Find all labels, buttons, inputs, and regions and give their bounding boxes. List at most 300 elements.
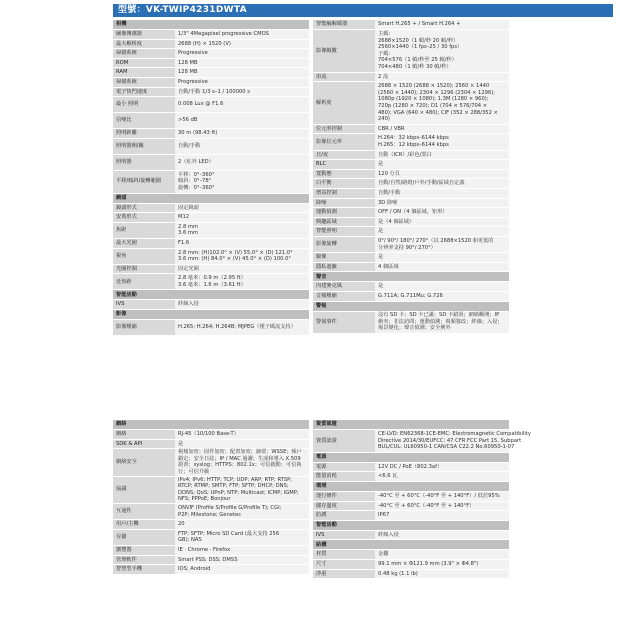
spec-value-line: 固定鏡頭 — [178, 204, 199, 211]
spec-key: RAM — [113, 68, 175, 78]
spec-value — [175, 154, 309, 170]
spec-value — [175, 439, 309, 449]
spec-value — [375, 82, 509, 125]
spec-row — [113, 129, 309, 139]
spec-row — [113, 49, 309, 59]
spec-row — [313, 291, 509, 301]
spec-value — [175, 476, 309, 503]
spec-value-line: 平移：0°–360° — [178, 171, 215, 178]
spec-value-line: 3.6 毫米：1.6 m（3.61 ft） — [178, 281, 246, 288]
spec-key: 興趣區域 — [313, 217, 375, 227]
spec-value-line: 自動/手動 — [378, 190, 401, 197]
spec-row — [313, 430, 509, 453]
spec-key: 影像位元率 — [313, 134, 375, 150]
spec-value-line: G.711A; G.711Mu; G.726 — [378, 292, 443, 299]
spec-key: 網絡安全 — [113, 449, 175, 476]
spec-key: 音頻壓縮 — [313, 291, 375, 301]
section-title: 網絡 — [113, 420, 309, 430]
spec-row — [113, 30, 309, 40]
spec-key: 資質認證 — [313, 430, 375, 453]
spec-row — [113, 238, 309, 248]
spec-value-line: P2P; Milestone; Genetec — [178, 511, 242, 518]
spec-row — [313, 217, 509, 227]
spec-row — [113, 264, 309, 274]
spec-key: 最大解析度 — [113, 39, 175, 49]
spec-row — [313, 179, 509, 189]
spec-key: 鏡頭形式 — [113, 203, 175, 213]
spec-table-network — [113, 420, 309, 575]
spec-value-line: 128 MB — [178, 69, 198, 76]
spec-value — [175, 30, 309, 40]
spec-value — [375, 150, 509, 160]
spec-row — [313, 472, 509, 482]
spec-key: 照明器 — [113, 154, 175, 170]
spec-value — [375, 501, 509, 511]
spec-row — [113, 430, 309, 440]
spec-key: 白平衡 — [313, 179, 375, 189]
spec-table-certification — [313, 420, 531, 579]
spec-value-line: 自動/手動 1/3 s–1 / 100000 s — [178, 88, 250, 95]
spec-key: 瀏覽器 — [113, 545, 175, 555]
spec-value — [175, 520, 309, 530]
spec-value — [175, 138, 309, 154]
spec-value — [375, 198, 509, 208]
spec-key: 互通性 — [113, 503, 175, 519]
spec-value-line: 2560×1440（1 fps–25 / 30 fps） — [378, 44, 463, 51]
spec-value-line: F1.6 — [178, 239, 190, 246]
spec-value — [375, 550, 509, 560]
spec-row — [113, 274, 309, 290]
spec-value-line: CBR / VBR — [378, 125, 405, 132]
spec-row — [113, 58, 309, 68]
section-title: 資質認證 — [313, 420, 509, 430]
spec-row — [313, 227, 509, 237]
spec-value — [175, 222, 309, 238]
spec-value-line: RJ-45（10/100 Base-T） — [178, 431, 239, 437]
section-header — [313, 272, 509, 282]
spec-value — [175, 300, 309, 310]
spec-key: SDK & API — [113, 439, 175, 449]
spec-row — [113, 39, 309, 49]
spec-key: 智能照明 — [313, 227, 375, 237]
spec-value-line: 0.008 Lux @ F1.6 — [178, 101, 224, 108]
spec-row — [113, 529, 309, 545]
spec-value — [175, 430, 309, 440]
spec-key: 內建麥克風 — [313, 282, 375, 292]
spec-value-line: H.264：32 kbps–6144 kbps — [378, 135, 449, 142]
spec-value — [375, 169, 509, 179]
spec-value — [375, 491, 509, 501]
spec-value — [375, 559, 509, 569]
spec-value — [175, 129, 309, 139]
spec-value-line: 120 分貝 — [378, 170, 400, 177]
spec-value-line: 30 m (98.43 ft) — [178, 130, 218, 137]
spec-key: IVS — [113, 300, 175, 310]
spec-row — [113, 77, 309, 87]
spec-key: 材質 — [313, 550, 375, 560]
spec-row — [313, 150, 509, 160]
spec-row — [313, 262, 509, 272]
spec-row — [313, 20, 509, 30]
spec-value — [375, 189, 509, 199]
spec-value-line: 自動（ICR）/彩色/黑白 — [378, 151, 432, 158]
spec-value-line: 絆線入侵 — [378, 531, 399, 538]
spec-value-line: <6.6 瓦 — [378, 473, 398, 480]
spec-row — [113, 300, 309, 310]
spec-key: 日/夜 — [313, 150, 375, 160]
spec-row — [113, 203, 309, 213]
spec-value — [375, 311, 509, 333]
spec-row — [313, 169, 509, 179]
spec-row — [113, 503, 309, 519]
spec-key: 能量消耗 — [313, 472, 375, 482]
spec-value-line: 是 — [378, 161, 384, 168]
spec-value-line: 視頻加密；固件加密；配置加密；摘要；WSSE；帳戶鎖定；安全日誌；IP / MAC 過濾；生成和導入 X.509 證書；syslog；HTTPS；802.1x；可信啟動；可信執行；可信升級 — [178, 449, 302, 475]
spec-row — [113, 555, 309, 565]
spec-value-line: 2（紅外 LED） — [178, 158, 214, 165]
spec-row — [113, 320, 309, 336]
spec-row — [113, 545, 309, 555]
spec-row — [313, 550, 509, 560]
spec-value-line: 旋轉：0°–360° — [178, 184, 215, 191]
spec-row — [313, 253, 509, 263]
spec-value-line: -40°C 至 + 60°C（-40°F 至 + 140°F）/ 低於95% — [378, 492, 500, 499]
spec-value-line: 20 — [178, 521, 185, 528]
spec-value — [375, 217, 509, 227]
spec-value-line: OFF / ON（4 個區域，矩形） — [378, 209, 448, 216]
spec-key: 警報事件 — [313, 311, 375, 333]
spec-row — [313, 559, 509, 569]
spec-row — [313, 134, 509, 150]
spec-row — [313, 124, 509, 134]
spec-value-line: FTP; SFTP; Micro SD Card (最大支持 256 — [178, 530, 280, 537]
spec-value — [375, 30, 509, 73]
spec-value-line: 是（4 個區域） — [378, 218, 415, 225]
spec-key: 防護 — [313, 511, 375, 521]
spec-value-line: Progressive — [178, 50, 208, 57]
section-header — [113, 193, 309, 203]
spec-value-line: 金屬 — [378, 551, 389, 558]
spec-row — [313, 569, 509, 579]
spec-key: 信噪比 — [113, 113, 175, 129]
spec-value — [175, 529, 309, 545]
spec-value-line: 2.8 mm — [178, 223, 199, 230]
section-title: 影像 — [113, 310, 309, 320]
section-header — [313, 301, 509, 311]
section-header — [313, 540, 509, 550]
spec-value — [375, 20, 509, 30]
spec-value — [175, 170, 309, 193]
spec-key: 電源 — [313, 462, 375, 472]
section-header — [113, 20, 309, 30]
spec-table-video — [313, 20, 509, 334]
spec-value-line: Progressive — [178, 78, 208, 85]
spec-value-line: 2688 (H) × 1520 (V) — [178, 40, 231, 47]
spec-key: 運動偵測 — [313, 208, 375, 218]
spec-key: ROM — [113, 58, 175, 68]
spec-key: 安裝形式 — [113, 213, 175, 223]
spec-value-line: 是 — [178, 440, 184, 447]
spec-value-line: 主碼： — [378, 31, 394, 38]
spec-value — [375, 179, 509, 189]
spec-key: 智慧型手機 — [113, 565, 175, 575]
spec-table-camera — [113, 20, 309, 336]
spec-key: 增益控制 — [313, 189, 375, 199]
spec-row — [313, 198, 509, 208]
spec-row — [313, 30, 509, 73]
spec-value — [175, 58, 309, 68]
spec-key: 視角 — [113, 248, 175, 264]
spec-value-line: 240) — [378, 116, 390, 123]
spec-key: 照明器開/關 — [113, 138, 175, 154]
spec-value — [175, 555, 309, 565]
spec-value — [375, 511, 509, 521]
section-header — [313, 420, 509, 430]
spec-key: 管理軟件 — [113, 555, 175, 565]
spec-row — [113, 138, 309, 154]
spec-value — [375, 134, 509, 150]
section-title: 環境 — [313, 481, 509, 491]
spec-value-line: 分辨率支持 90°/ 270°） — [378, 244, 436, 251]
spec-value — [175, 113, 309, 129]
spec-value-line: Directive 2014/30/EUFCC: 47 CFR FCC Part 15, Subpart — [378, 437, 522, 444]
spec-value-line: IPv4; IPv6; HTTP; TCP; UDP; ARP; RTP; RTSP; RTCP; RTMP; SMTP; FTP; SFTP; DHCP; DNS; DDNS; QoS; UPnP; NTP; Multicast; ICMP; IGMP; NFS; PPPoE; Bonjour — [178, 476, 299, 503]
spec-value-line: 2 流 — [378, 73, 389, 80]
spec-row — [113, 97, 309, 113]
spec-value-line: 1080p (1920 × 1080); 1.3M (1280 × 960); — [378, 96, 489, 103]
spec-key: 存儲 — [113, 529, 175, 545]
spec-value-line: (2560 × 1440); 2304 × 1296 (2304 × 1296); — [378, 89, 496, 96]
spec-value-line: 704×480（1 幀/秒 30 幀/秒） — [378, 64, 452, 71]
spec-value — [175, 203, 309, 213]
spec-key: 串流 — [313, 72, 375, 82]
spec-value-line: 自動/自然/路燈/戶外/手動/區域自定義 — [378, 180, 465, 187]
section-title: 聲音 — [313, 272, 509, 282]
spec-value-line: 自動/手動 — [178, 142, 201, 149]
spec-value-line: 3.6 mm: (H) 84.0° × (V) 45.0° × (D) 100.0° — [178, 256, 291, 263]
spec-row — [113, 565, 309, 575]
spec-value-line: ONVIF (Profile S/Profile G/Profile T); CGI; — [178, 504, 282, 511]
spec-value — [375, 227, 509, 237]
spec-row — [313, 208, 509, 218]
spec-value — [175, 238, 309, 248]
spec-value — [375, 282, 509, 292]
spec-value — [375, 530, 509, 540]
spec-row — [113, 170, 309, 193]
spec-row — [313, 72, 509, 82]
spec-value-line: BUL/CUL: UL60950-1 CAN/CSA C22.2 No.60950-1-07 — [378, 444, 515, 451]
spec-value — [375, 124, 509, 134]
spec-value-line: 704×576（1 幀/秒至 25 幀/秒） — [378, 57, 457, 64]
spec-key: 光圈控制 — [113, 264, 175, 274]
spec-value-line: IOS; Android — [178, 566, 211, 573]
spec-value-line: CE-LVD: EN62368-1CE-EMC: Electromagnetic Compatibility — [378, 431, 531, 437]
spec-value — [175, 77, 309, 87]
spec-value-line: 傾斜：0°–78° — [178, 178, 212, 185]
spec-value — [375, 291, 509, 301]
spec-row — [313, 189, 509, 199]
spec-key: 位元率控制 — [313, 124, 375, 134]
section-header — [313, 481, 509, 491]
spec-row — [113, 520, 309, 530]
spec-row — [313, 237, 509, 253]
model-header: 型號：VK-TWIP4231DWTA — [113, 4, 613, 17]
spec-key: 網絡 — [113, 430, 175, 440]
spec-value-line: 子碼： — [378, 50, 394, 57]
section-title: 智能活動 — [313, 520, 509, 530]
section-header — [113, 290, 309, 300]
section-title: 鏡頭 — [113, 193, 309, 203]
spec-row — [313, 160, 509, 170]
spec-value-line: >56 dB — [178, 117, 198, 124]
spec-value — [175, 545, 309, 555]
spec-value-line: IP67 — [378, 512, 390, 519]
spec-value-line: 是 — [378, 254, 384, 261]
section-title: 警報 — [313, 301, 509, 311]
section-header — [113, 420, 309, 430]
spec-row — [113, 213, 309, 223]
section-title: 結構 — [313, 540, 509, 550]
spec-value — [175, 49, 309, 59]
spec-value-line: Smart PSS; DSS; DMSS — [178, 556, 238, 563]
spec-value — [375, 462, 509, 472]
spec-key: 協議 — [113, 476, 175, 503]
spec-value — [175, 39, 309, 49]
spec-value-line: -40°C 至 + 60°C（-40°F 至 + 140°F） — [378, 502, 475, 509]
spec-value-line: 480); VGA (640 × 480); CIF (352 × 288/352 × — [378, 109, 498, 116]
spec-row — [113, 439, 309, 449]
spec-value-line: GB); NAS — [178, 537, 202, 544]
spec-row — [113, 113, 309, 129]
spec-value-line: 是 — [378, 228, 384, 235]
spec-value-line: 1/3" 4Megapixel progressive CMOS — [178, 31, 269, 37]
spec-value-line: 128 MB — [178, 59, 198, 66]
section-header — [313, 452, 509, 462]
spec-key: 平移/傾斜/旋轉範圍 — [113, 170, 175, 193]
spec-key: 尺寸 — [313, 559, 375, 569]
spec-value — [375, 430, 531, 453]
spec-value-line: M12 — [178, 214, 190, 221]
spec-value — [175, 565, 309, 575]
spec-row — [113, 87, 309, 97]
spec-key: 智能編解碼器 — [313, 20, 375, 30]
spec-value-line: H.265; H.264; H.264B; MJPEG（僅子碼流支持） — [178, 324, 296, 331]
spec-key: 掃描系統 — [113, 49, 175, 59]
spec-key: 最大光圈 — [113, 238, 175, 248]
spec-row — [113, 248, 309, 264]
spec-value — [175, 449, 309, 476]
spec-row — [313, 530, 509, 540]
spec-value-line: 720p (1280 × 720); D1 (704 × 576/704 × — [378, 103, 488, 110]
spec-key: 解析度 — [313, 82, 375, 125]
spec-key: 照明距離 — [113, 129, 175, 139]
spec-key: 掃描系統 — [113, 77, 175, 87]
spec-value-line: 0.48 kg (1.1 lb) — [378, 570, 418, 577]
spec-key: 淨重 — [313, 569, 375, 579]
spec-value — [375, 569, 509, 579]
spec-value — [175, 87, 309, 97]
spec-value — [175, 248, 309, 264]
spec-value — [375, 472, 509, 482]
spec-key: 隱私遮蔽 — [313, 262, 375, 272]
spec-value-line: 99.1 mm × Φ121.9 mm (3.9" × Φ4.8") — [378, 560, 479, 567]
spec-row — [113, 449, 309, 476]
spec-value-line: Smart H.265 + / Smart H.264 + — [378, 21, 461, 28]
spec-value — [375, 208, 509, 218]
spec-value-line: 3.6 mm — [178, 230, 199, 237]
spec-value-line: 3D 降噪 — [378, 199, 398, 206]
spec-key: BLC — [313, 160, 375, 170]
spec-row — [313, 311, 509, 333]
spec-value — [375, 72, 509, 82]
spec-key: 電子快門速度 — [113, 87, 175, 97]
spec-value-line: 2.8 mm: (H)102.0° × (V) 55.0° × (D) 121.0° — [178, 249, 293, 256]
spec-value — [375, 237, 509, 253]
spec-value — [175, 97, 309, 113]
section-header — [113, 310, 309, 320]
spec-key: 近焦距 — [113, 274, 175, 290]
spec-value — [175, 213, 309, 223]
spec-value — [375, 262, 509, 272]
spec-row — [313, 501, 509, 511]
spec-row — [313, 282, 509, 292]
spec-value-line: 固定光圈 — [178, 265, 199, 272]
section-title: 電源 — [313, 452, 509, 462]
spec-value-line: 沒有 SD 卡；SD 卡已滿；SD 卡錯誤；網絡斷開；IP 衝突；非法訪問；運動偵測；視頻篡改；絆線；入侵；場景變化；聲音偵測；安全例外 — [378, 312, 503, 332]
spec-value — [175, 320, 309, 336]
section-title: 智能活動 — [113, 290, 309, 300]
section-header — [313, 520, 509, 530]
spec-key: 最小 照明 — [113, 97, 175, 113]
spec-key: IVS — [313, 530, 375, 540]
spec-value-line: 絆線入侵 — [178, 301, 199, 308]
spec-key: 影像壓縮 — [113, 320, 175, 336]
spec-row — [313, 82, 509, 125]
spec-value — [375, 253, 509, 263]
spec-value — [175, 264, 309, 274]
spec-key: 圖像傳感器 — [113, 30, 175, 40]
spec-value-line: 2688 × 1520 (2688 × 1520); 2560 × 1440 — [378, 83, 490, 90]
spec-key: 用戶/主機 — [113, 520, 175, 530]
spec-value-line: 2688×1520（1 幀/秒 20 幀/秒） — [378, 37, 459, 44]
spec-key: 降噪 — [313, 198, 375, 208]
spec-row — [113, 154, 309, 170]
spec-key: 運行條件 — [313, 491, 375, 501]
spec-key: 儲存溫度 — [313, 501, 375, 511]
spec-row — [313, 462, 509, 472]
spec-row — [113, 222, 309, 238]
spec-key: 寬動態 — [313, 169, 375, 179]
spec-row — [113, 68, 309, 78]
spec-value-line: 是 — [378, 283, 384, 290]
spec-value-line: 12V DC / PoE（802.3af） — [378, 463, 443, 470]
spec-row — [113, 476, 309, 503]
spec-value — [175, 274, 309, 290]
spec-key: 影像旋轉 — [313, 237, 375, 253]
spec-value-line: 4 個區域 — [378, 263, 399, 270]
spec-row — [313, 511, 509, 521]
spec-value — [175, 503, 309, 519]
spec-key: 焦距 — [113, 222, 175, 238]
spec-value-line: IE · Chrome · Firefox — [178, 546, 231, 553]
section-title: 相機 — [113, 20, 309, 30]
spec-value-line: H.265：12 kbps–6144 kbps — [378, 142, 449, 149]
spec-value — [375, 160, 509, 170]
spec-value-line: 0°/ 90°/ 180°/ 270°（以 2688×1520 和更低的 — [378, 238, 494, 244]
spec-key: 影像幀數 — [313, 30, 375, 73]
spec-row — [313, 491, 509, 501]
spec-value — [175, 68, 309, 78]
